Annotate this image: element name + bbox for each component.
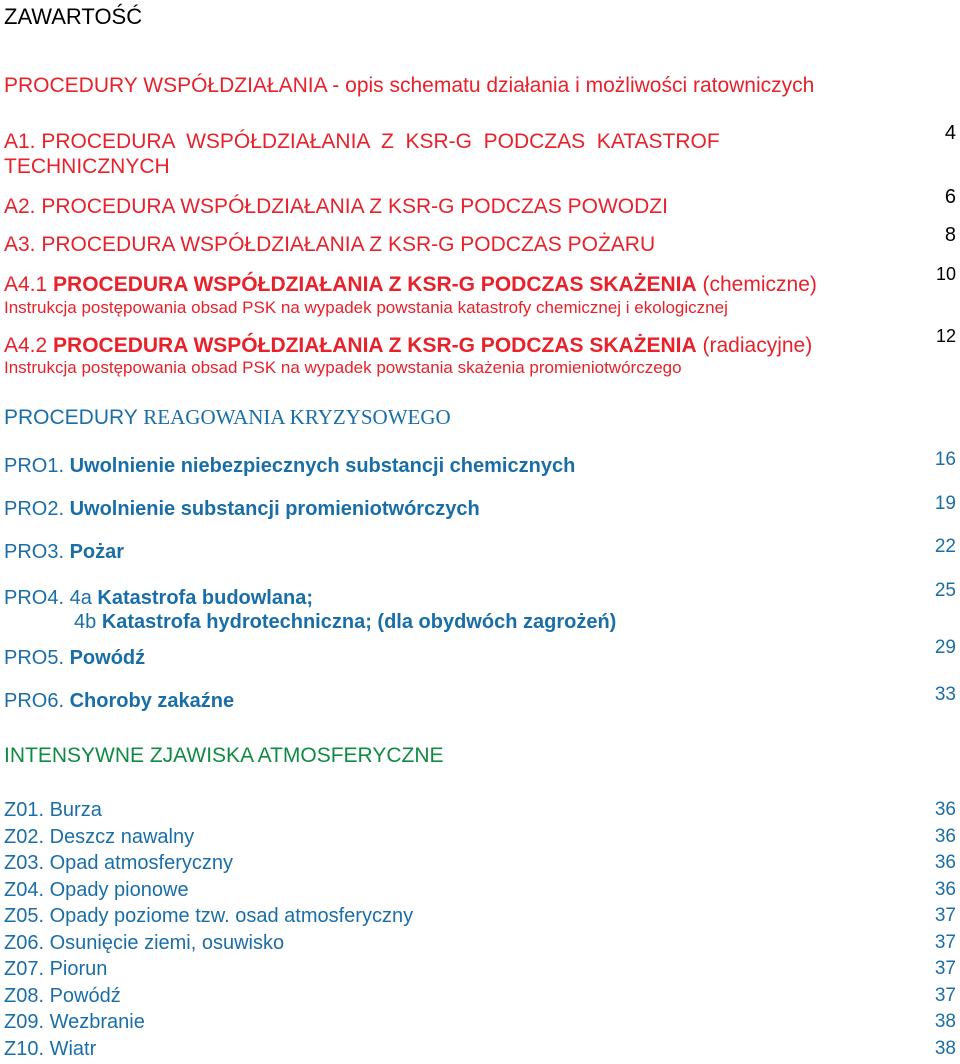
toc-entry-a1-cont: TECHNICZNYCH [4, 155, 170, 178]
toc-entry-z05[interactable]: Z05. Opady poziome tzw. osad atmosferyczny [4, 905, 414, 927]
page-number-pro4: 25 [934, 580, 956, 601]
entry-code: PRO4. [4, 587, 65, 609]
toc-entry-z03[interactable]: Z03. Opad atmosferyczny [4, 852, 233, 874]
page-number-z07: 37 [934, 958, 956, 979]
section-pro-title-rest: REAGOWANIA KRYZYSOWEGO [143, 405, 451, 429]
entry-code: PRO6. [4, 690, 65, 712]
page-number-z09: 38 [934, 1011, 956, 1032]
page-number-z06: 37 [934, 932, 956, 953]
page-number-a41: 10 [935, 264, 956, 284]
toc-entry-z10[interactable]: Z10. Wiatr [4, 1038, 97, 1060]
entry-code: A1. [4, 130, 36, 153]
page-number-pro2: 19 [934, 493, 956, 514]
entry-code-b: 4b [74, 611, 97, 633]
entry-code: PRO2. [4, 498, 65, 520]
entry-text: Uwolnienie substancji promieniotwórczych [69, 498, 480, 520]
toc-entry-z08[interactable]: Z08. Powódź [4, 985, 121, 1007]
entry-text: PROCEDURA WSPÓŁDZIAŁANIA Z KSR-G PODCZAS SKAŻENIA [53, 273, 697, 296]
toc-heading: ZAWARTOŚĆ [4, 4, 143, 29]
entry-code: PRO1. [4, 455, 65, 477]
entry-code: A2. [4, 195, 36, 218]
page-number-a3: 8 [944, 224, 956, 246]
page-number-z08: 37 [934, 985, 956, 1006]
page-number-a42: 12 [935, 326, 956, 346]
toc-entry-pro3[interactable] [4, 541, 124, 564]
toc-entry-pro4[interactable] [4, 587, 313, 610]
entry-text-a: Katastrofa budowlana; [97, 587, 313, 609]
entry-suffix: (chemiczne) [702, 273, 817, 296]
toc-entry-a2[interactable] [4, 195, 668, 219]
toc-entry-a3[interactable] [4, 233, 655, 257]
toc-entry-pro5[interactable] [4, 647, 145, 670]
toc-entry-z01[interactable]: Z01. Burza [4, 799, 102, 821]
toc-entry-z04[interactable]: Z04. Opady pionowe [4, 879, 189, 901]
page-number-pro5: 29 [934, 637, 956, 658]
entry-subtitle-a42: Instrukcja postępowania obsad PSK na wypadek powstania skażenia promieniotwórczego [4, 358, 682, 377]
entry-text: PROCEDURA WSPÓŁDZIAŁANIA Z KSR-G PODCZAS POŻARU [41, 233, 656, 256]
page-number-pro6: 33 [934, 684, 956, 705]
page-number-a2: 6 [944, 186, 956, 208]
entry-text: Powódź [69, 647, 146, 669]
entry-code: A3. [4, 233, 36, 256]
toc-entry-z07[interactable]: Z07. Piorun [4, 958, 108, 980]
section-pro-title [4, 405, 451, 430]
entry-text: Pożar [69, 541, 125, 563]
entry-text: PROCEDURA WSPÓŁDZIAŁANIA Z KSR-G PODCZAS SKAŻENIA [53, 334, 697, 357]
entry-text: PROCEDURA WSPÓŁDZIAŁANIA Z KSR-G PODCZAS POWODZI [41, 195, 668, 218]
toc-entry-a42[interactable] [4, 334, 812, 358]
page-number-a1: 4 [944, 122, 956, 144]
entry-text: PROCEDURA WSPÓŁDZIAŁANIA Z KSR-G PODCZAS KATASTROF [41, 130, 720, 153]
entry-code: A4.2 [4, 334, 48, 357]
section-pro-title-prefix: PROCEDURY [4, 406, 138, 429]
toc-entry-a1[interactable] [4, 130, 720, 154]
entry-text: Uwolnienie niebezpiecznych substancji chemicznych [69, 455, 576, 477]
entry-text-b: Katastrofa hydrotechniczna; (dla obydwóch zagrożeń) [101, 611, 617, 633]
toc-entry-pro2[interactable] [4, 498, 480, 521]
entry-subtitle-a41: Instrukcja postępowania obsad PSK na wypadek powstania katastrofy chemicznej i ekologicznej [4, 298, 728, 317]
toc-entry-pro1[interactable] [4, 455, 575, 478]
entry-suffix: (radiacyjne) [702, 334, 813, 357]
page-number-pro1: 16 [934, 449, 956, 470]
page-number-z01: 36 [934, 799, 956, 820]
page-number-z03: 36 [934, 852, 956, 873]
toc-entry-pro4-b[interactable] [74, 611, 616, 634]
page-number-z10: 38 [934, 1038, 956, 1059]
page-number-pro3: 22 [934, 536, 956, 557]
entry-code: PRO3. [4, 541, 65, 563]
page-number-z05: 37 [934, 905, 956, 926]
section-z-title: INTENSYWNE ZJAWISKA ATMOSFERYCZNE [4, 744, 444, 767]
entry-code: PRO5. [4, 647, 65, 669]
toc-entry-pro6[interactable] [4, 690, 234, 713]
toc-entry-a41[interactable] [4, 273, 817, 297]
entry-code: A4.1 [4, 273, 48, 296]
toc-entry-z06[interactable]: Z06. Osunięcie ziemi, osuwisko [4, 932, 285, 954]
entry-text: Choroby zakaźne [69, 690, 235, 712]
page-number-z02: 36 [934, 826, 956, 847]
toc-entry-z09[interactable]: Z09. Wezbranie [4, 1011, 145, 1033]
page-number-z04: 36 [934, 879, 956, 900]
section-a-title: PROCEDURY WSPÓŁDZIAŁANIA - opis schematu działania i możliwości ratowniczych [4, 74, 815, 97]
toc-entry-z02[interactable]: Z02. Deszcz nawalny [4, 826, 195, 848]
entry-code-a: 4a [69, 587, 92, 609]
